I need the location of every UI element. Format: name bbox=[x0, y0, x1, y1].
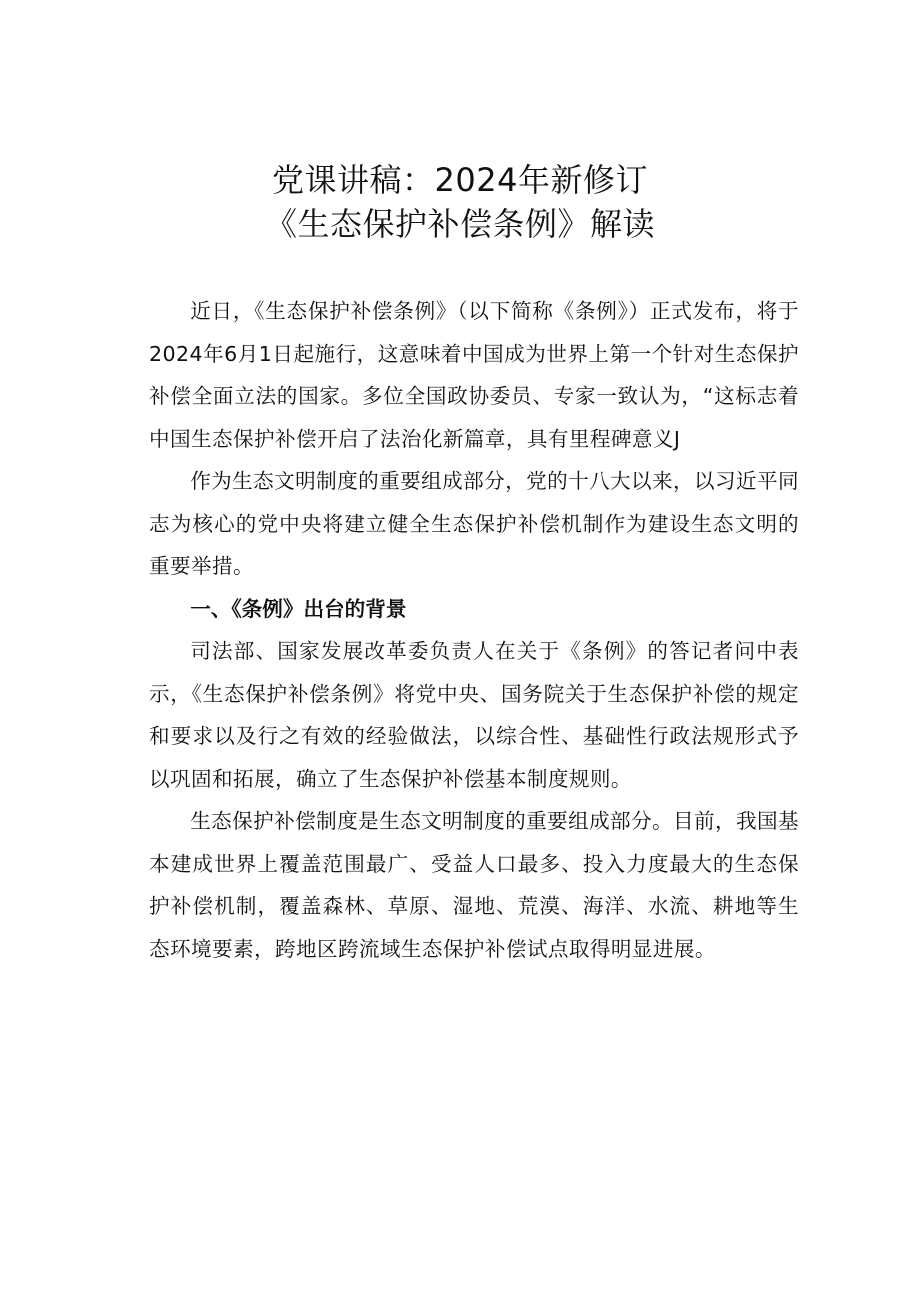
title-line-1: 党课讲稿：2024年新修订 bbox=[272, 161, 648, 199]
section-heading-1: 一、《条例》出台的背景 bbox=[190, 596, 407, 621]
paragraph-background-context: 作为生态文明制度的重要组成部分，党的十八大以来，以习近平同志为核心的党中央将建立健全生态保护补偿机制作为建设生态文明的重要举措。 bbox=[149, 469, 800, 578]
paragraph-section1-1: 司法部、国家发展改革委负责人在关于《条例》的答记者问中表示，《生态保护补偿条例》将党中央、国务院关于生态保护补偿的规定和要求以及行之有效的经验做法，以综合性、基础性行政法规形式予以巩固和拓展，确立了生态保护补偿基本制度规则。 bbox=[149, 639, 799, 791]
document-body bbox=[149, 290, 799, 970]
paragraph-section1-2: 生态保护补偿制度是生态文明制度的重要组成部分。目前，我国基本建成世界上覆盖范围最广、受益人口最多、投入力度最大的生态保护补偿机制，覆盖森林、草原、湿地、荒漠、海洋、水流、耕地等生态环境要素，跨地区跨流域生态保护补偿试点取得明显进展。 bbox=[149, 809, 800, 961]
title-line-2: 《生态保护补偿条例》解读 bbox=[264, 205, 655, 243]
paragraph-intro: 近日，《生态保护补偿条例》（以下简称《条例》）正式发布，将于2024年6月1日起施行，这意味着中国成为世界上第一个针对生态保护补偿全面立法的国家。多位全国政协委员、专家一致认为，“这标志着中国生态保护补偿开启了法治化新篇章，具有里程碑意义J bbox=[149, 299, 799, 451]
document-title bbox=[0, 158, 920, 246]
